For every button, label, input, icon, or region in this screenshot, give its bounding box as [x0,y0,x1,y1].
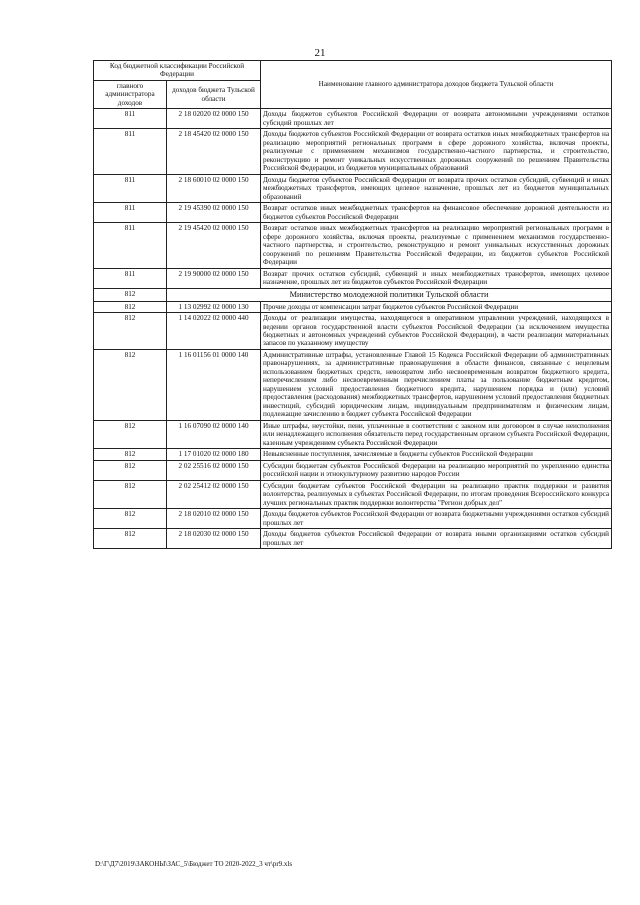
table-row [94,460,612,480]
admin-code-cell: 811 [94,109,167,129]
admin-code-cell: 812 [94,460,167,480]
table-row [94,349,612,420]
revenue-code-cell: 1 17 01020 02 0000 180 [167,449,261,460]
ministry-name-cell: Министерство молодежной политики Тульской области [167,288,612,301]
admin-code-cell: 812 [94,480,167,508]
revenue-code-cell: 2 18 02010 02 0000 150 [167,509,261,529]
admin-code-cell: 812 [94,313,167,350]
header-group-title: Код бюджетной классификации Российской Федерации [94,61,261,81]
admin-code-cell: 812 [94,301,167,312]
revenue-code-cell: 1 16 07090 02 0000 140 [167,420,261,448]
table-row [94,449,612,460]
table-row [94,174,612,202]
admin-code-cell: 812 [94,288,167,301]
revenue-code-cell: 2 18 60010 02 0000 150 [167,174,261,202]
table-row [94,509,612,529]
admin-code-cell: 812 [94,349,167,420]
table-row [94,480,612,508]
table-row [94,109,612,129]
table-row [94,420,612,448]
revenue-code-cell: 2 02 25516 02 0000 150 [167,460,261,480]
revenue-name-cell: Доходы бюджетов субъектов Российской Федерации от возврата автономными учреждениями остатков субсидий прошлых лет [261,109,612,129]
revenue-code-cell: 2 18 02030 02 0000 150 [167,529,261,549]
revenue-name-cell: Возврат прочих остатков субсидий, субвенций и иных межбюджетных трансфертов, имеющих целевое назначение, прошлых лет из бюджетов субъектов Российской Федерации [261,268,612,288]
revenue-name-cell: Субсидии бюджетам субъектов Российской Федерации на реализацию практик поддержки и развития волонтерства, реализуемых в субъектах Российской Федерации, по итогам проведения Всероссийского конкурса лучших региональных практик поддержки волонтерства "Регион добрых дел" [261,480,612,508]
admin-code-cell: 812 [94,529,167,549]
revenue-name-cell: Доходы от реализации имущества, находящегося в оперативном управлении учреждений, находящихся в ведении органов государственной власти субъектов Российской Федерации (за исключением имущества бюджетных и автономных учреждений субъектов Российской Федерации), в части реализации материальных запасов по указанному имуществу [261,313,612,350]
admin-code-cell: 811 [94,174,167,202]
budget-classification-table [93,60,612,549]
admin-code-cell: 811 [94,203,167,223]
admin-code-cell: 811 [94,129,167,174]
revenue-name-cell: Невыясненные поступления, зачисляемые в бюджеты субъектов Российской Федерации [261,449,612,460]
table-row [94,301,612,312]
revenue-name-cell: Административные штрафы, установленные Главой 15 Кодекса Российской Федерации об административных правонарушениях, за административные правонарушения в области финансов, связанные с нецелевым использованием бюджетных средств, невозвратом либо несвоевременным возвратом бюджетного кредита, неперечислением либо несвоевременным перечислением платы за пользование бюджетным кредитом, нарушением условий предоставления бюджетного кредита, нарушением порядка и (или) условий предоставления (расходования) межбюджетных трансфертов, нарушением условий предоставления бюджетных инвестиций, субсидий юридическим лицам, индивидуальным предпринимателям и физическим лицам, подлежащие зачислению в бюджет субъекта Российской Федерации [261,349,612,420]
header-row-top [94,61,612,81]
table-row [94,129,612,174]
admin-code-cell: 811 [94,268,167,288]
file-path-footer: D:\Г\Д7\2019\ЗАКОНЫ\ЗАС_5\Бюджет ТО 2020-2022_3 чт\pr9.xls [95,860,293,868]
revenue-code-cell: 1 13 02992 02 0000 130 [167,301,261,312]
revenue-code-cell: 2 02 25412 02 0000 150 [167,480,261,508]
revenue-code-cell: 2 18 45420 02 0000 150 [167,129,261,174]
revenue-name-cell: Возврат остатков иных межбюджетных трансфертов на реализацию мероприятий региональных программ в сфере дорожного хозяйства, включая проекты, реализуемые с применением механизмов государственно-частного партнерства, и строительство, реконструкцию и ремонт уникальных искусственных дорожных сооружений по решениям Правительства Российской Федерации, из бюджетов субъектов Российской Федерации [261,223,612,268]
revenue-code-cell: 2 18 02020 02 0000 150 [167,109,261,129]
revenue-code-cell: 2 19 45390 02 0000 150 [167,203,261,223]
page-number: 21 [314,47,326,59]
table-row [94,203,612,223]
revenue-name-cell: Доходы бюджетов субъектов Российской Федерации от возврата бюджетными учреждениями остатков субсидий прошлых лет [261,509,612,529]
revenue-name-cell: Доходы бюджетов субъектов Российской Федерации от возврата прочих остатков субсидий, субвенций и иных межбюджетных трансфертов, имеющих целевое назначение, прошлых лет из бюджетов муниципальных образований [261,174,612,202]
admin-code-cell: 812 [94,420,167,448]
header-col-admin: главного администратора доходов [94,80,167,108]
admin-code-cell: 811 [94,223,167,268]
revenue-code-cell: 1 16 01156 01 0000 140 [167,349,261,420]
ministry-row [94,288,612,301]
revenue-name-cell: Возврат остатков иных межбюджетных трансфертов на финансовое обеспечение дорожной деятельности из бюджетов субъектов Российской Федерации [261,203,612,223]
header-col-name: Наименование главного администратора доходов бюджета Тульской области [261,61,612,109]
revenue-name-cell: Доходы бюджетов субъектов Российской Федерации от возврата иными организациями остатков субсидий прошлых лет [261,529,612,549]
revenue-code-cell: 2 19 45420 02 0000 150 [167,223,261,268]
revenue-code-cell: 1 14 02022 02 0000 440 [167,313,261,350]
header-col-code: доходов бюджета Тульской области [167,80,261,108]
revenue-code-cell: 2 19 90000 02 0000 150 [167,268,261,288]
table-row [94,268,612,288]
revenue-name-cell: Доходы бюджетов субъектов Российской Федерации от возврата остатков иных межбюджетных трансфертов на реализацию мероприятий региональных программ в сфере дорожного хозяйства, включая проекты, реализуемые с применением механизмов государственно-частного партнерства, и строительство, реконструкцию и ремонт уникальных искусственных дорожных сооружений по решениям Правительства Российской Федерации, из бюджетов муниципальных образований [261,129,612,174]
revenue-name-cell: Прочие доходы от компенсации затрат бюджетов субъектов Российской Федерации [261,301,612,312]
table-row [94,529,612,549]
revenue-name-cell: Иные штрафы, неустойки, пени, уплаченные в соответствии с законом или договором в случае неисполнения или ненадлежащего исполнения обязательств перед государственным органом субъекта Российской Федерации, казенным учреждением субъекта Российской Федерации [261,420,612,448]
table-row [94,223,612,268]
admin-code-cell: 812 [94,509,167,529]
table-body [94,109,612,549]
admin-code-cell: 812 [94,449,167,460]
table-row [94,313,612,350]
revenue-name-cell: Субсидии бюджетам субъектов Российской Федерации на реализацию мероприятий по укреплению единства российской нации и этнокультурному развитию народов России [261,460,612,480]
